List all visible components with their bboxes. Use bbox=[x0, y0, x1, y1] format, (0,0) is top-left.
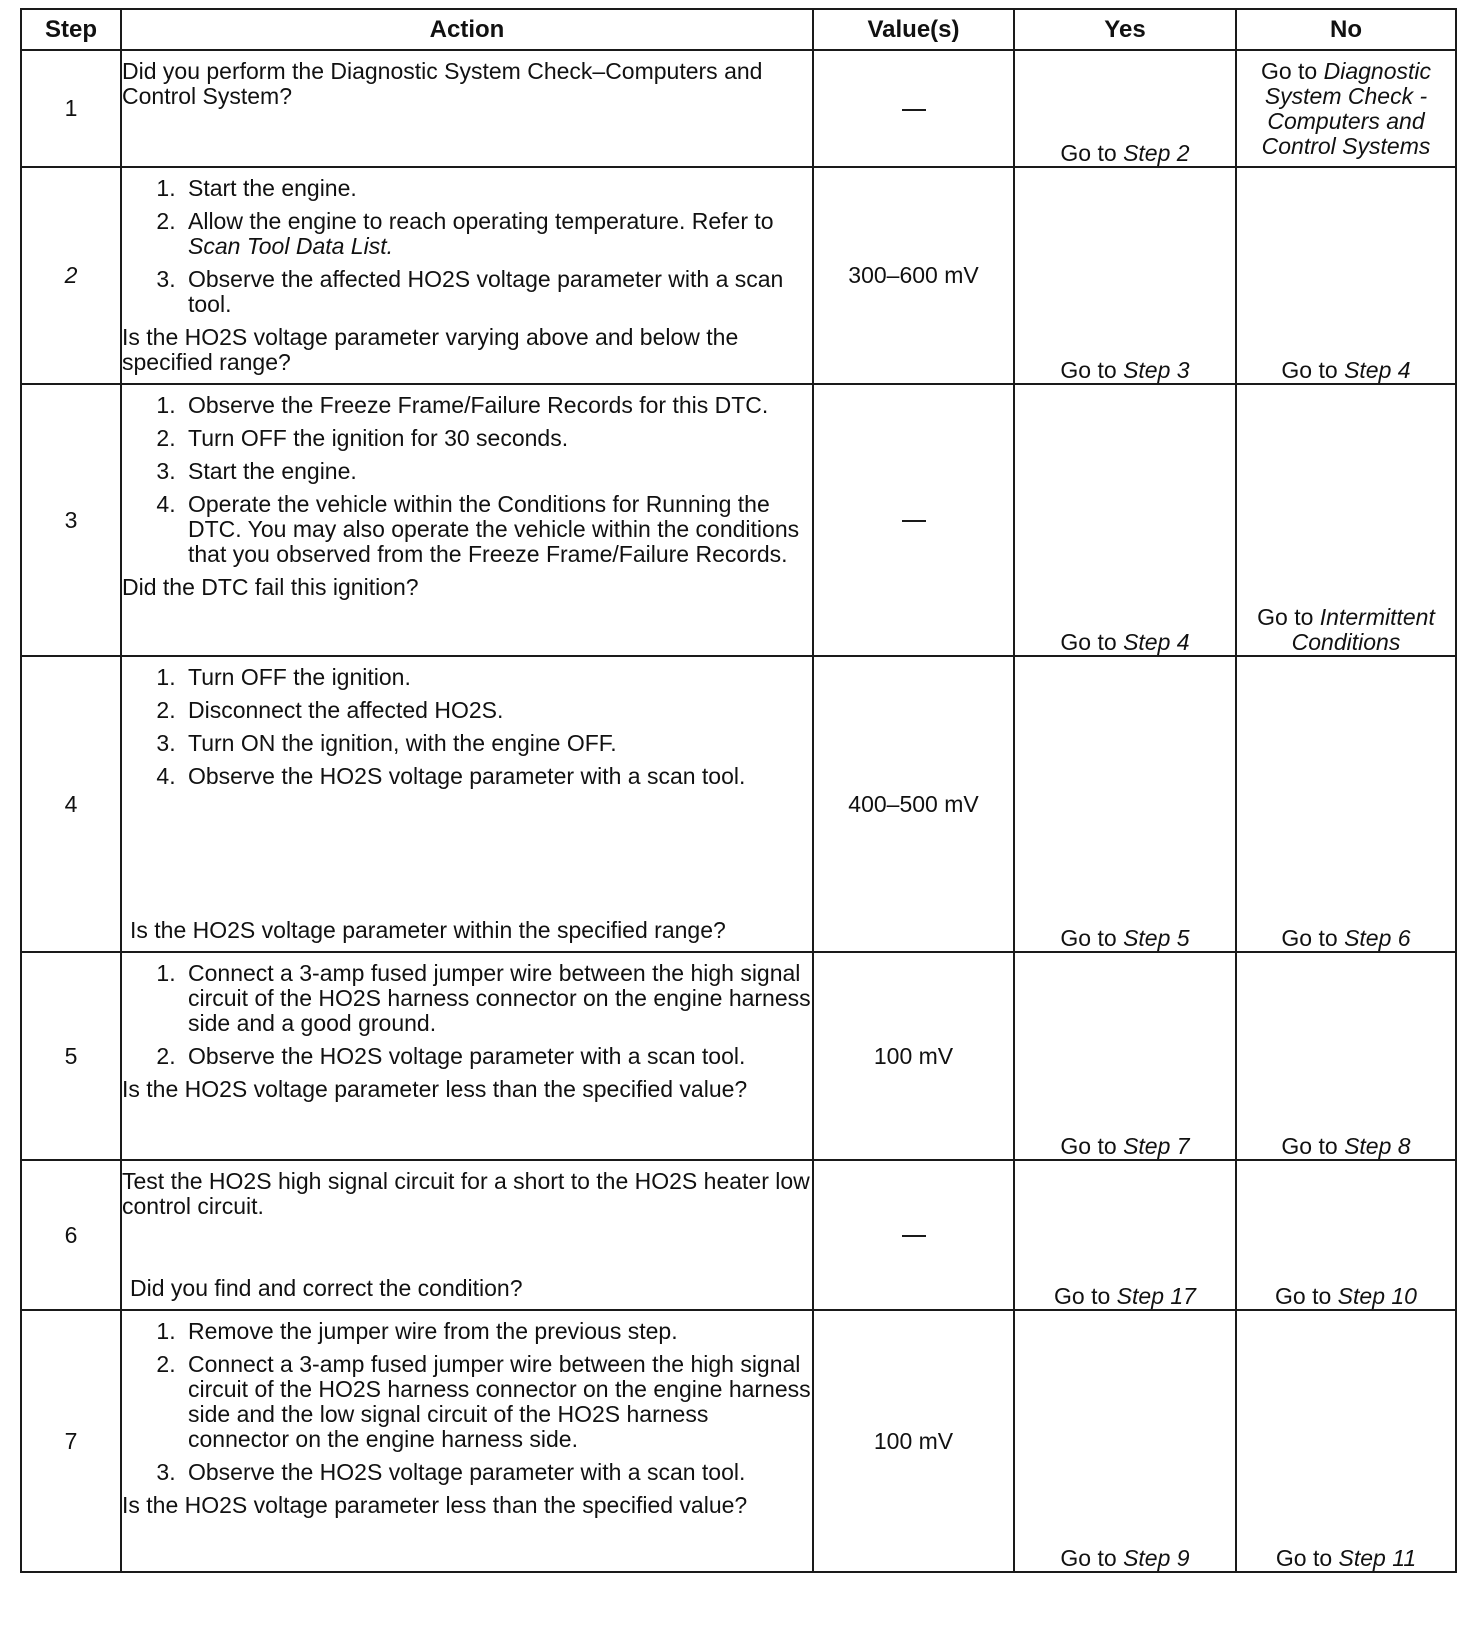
action-step-item: 3. Observe the affected HO2S voltage parameter with a scan tool. bbox=[182, 267, 812, 317]
action-cell bbox=[121, 167, 813, 384]
action-step-item bbox=[182, 209, 812, 259]
yes-target: Step 2 bbox=[1123, 140, 1190, 166]
header-no: No bbox=[1236, 9, 1456, 50]
action-step-item: 2. Disconnect the affected HO2S. bbox=[182, 698, 812, 723]
value-cell bbox=[813, 384, 1014, 656]
yes-cell bbox=[1014, 50, 1236, 167]
header-values: Value(s) bbox=[813, 9, 1014, 50]
yes-target: Step 9 bbox=[1123, 1545, 1190, 1571]
header-yes: Yes bbox=[1014, 9, 1236, 50]
action-question: Did the DTC fail this ignition? bbox=[122, 574, 419, 600]
no-cell bbox=[1236, 1310, 1456, 1572]
yes-cell bbox=[1014, 952, 1236, 1160]
action-question: Did you find and correct the condition? bbox=[130, 1275, 523, 1301]
no-target: Step 10 bbox=[1337, 1283, 1417, 1309]
value-cell: 400–500 mV bbox=[813, 656, 1014, 952]
action-cell bbox=[121, 50, 813, 167]
action-step-item: 3. Start the engine. bbox=[182, 459, 812, 484]
yes-cell bbox=[1014, 384, 1236, 656]
yes-cell bbox=[1014, 656, 1236, 952]
no-target: Step 4 bbox=[1344, 357, 1411, 383]
yes-target: Step 4 bbox=[1123, 629, 1190, 655]
go-to-label: Go to bbox=[1060, 1133, 1117, 1159]
no-target: Step 8 bbox=[1344, 1133, 1411, 1159]
action-step-item: 1. Observe the Freeze Frame/Failure Records for this DTC. bbox=[182, 393, 812, 418]
go-to-label: Go to bbox=[1060, 925, 1117, 951]
action-cell bbox=[121, 656, 813, 952]
no-cell bbox=[1236, 1160, 1456, 1310]
go-to-label: Go to bbox=[1257, 604, 1314, 630]
table-row bbox=[21, 384, 1456, 656]
header-action: Action bbox=[121, 9, 813, 50]
header-step: Step bbox=[21, 9, 121, 50]
value-cell: 300–600 mV bbox=[813, 167, 1014, 384]
yes-cell bbox=[1014, 1160, 1236, 1310]
action-steps bbox=[122, 961, 812, 1069]
step-number: 2 bbox=[21, 167, 121, 384]
go-to-label: Go to bbox=[1260, 58, 1318, 84]
action-cell bbox=[121, 952, 813, 1160]
action-cell bbox=[121, 384, 813, 656]
go-to-label: Go to bbox=[1060, 629, 1117, 655]
action-step-item: 3. Turn ON the ignition, with the engine OFF. bbox=[182, 731, 812, 756]
go-to-label: Go to bbox=[1060, 140, 1117, 166]
action-step-item: 2. Connect a 3-amp fused jumper wire between the high signal circuit of the HO2S harness connector on the engine harness side and the low signal circuit of the HO2S harness connector on the engine harness side. bbox=[182, 1352, 812, 1452]
dash-value bbox=[902, 1235, 926, 1237]
no-cell bbox=[1236, 167, 1456, 384]
yes-target: Step 7 bbox=[1123, 1133, 1190, 1159]
action-text: Test the HO2S high signal circuit for a short to the HO2S heater low control circuit. bbox=[122, 1168, 810, 1219]
go-to-label: Go to bbox=[1281, 357, 1338, 383]
diagnostic-table bbox=[20, 8, 1457, 1573]
action-step-item: 2. Turn OFF the ignition for 30 seconds. bbox=[182, 426, 812, 451]
action-step-item: 1. Turn OFF the ignition. bbox=[182, 665, 812, 690]
table-row bbox=[21, 952, 1456, 1160]
step-number: 3 bbox=[21, 384, 121, 656]
action-step-item: 1. Remove the jumper wire from the previous step. bbox=[182, 1319, 812, 1344]
go-to-label: Go to bbox=[1281, 925, 1338, 951]
step-number: 1 bbox=[21, 50, 121, 167]
action-text: Did you perform the Diagnostic System Check–Computers and Control System? bbox=[122, 58, 763, 109]
action-step-item: 4. Operate the vehicle within the Conditions for Running the DTC. You may also operate the vehicle within the conditions that you observed from the Freeze Frame/Failure Records. bbox=[182, 492, 812, 567]
action-question: Is the HO2S voltage parameter less than the specified value? bbox=[122, 1076, 748, 1102]
go-to-label: Go to bbox=[1054, 1283, 1111, 1309]
value-cell bbox=[813, 1160, 1014, 1310]
yes-cell bbox=[1014, 167, 1236, 384]
yes-target: Step 5 bbox=[1123, 925, 1190, 951]
action-steps bbox=[122, 393, 812, 567]
step-number: 4 bbox=[21, 656, 121, 952]
action-cell bbox=[121, 1310, 813, 1572]
action-steps bbox=[122, 665, 812, 789]
action-step-item: 4. Observe the HO2S voltage parameter with a scan tool. bbox=[182, 764, 812, 789]
value-cell: 100 mV bbox=[813, 952, 1014, 1160]
reference-link: Scan Tool Data List. bbox=[188, 233, 393, 259]
action-question: Is the HO2S voltage parameter within the specified range? bbox=[130, 917, 726, 943]
value-cell bbox=[813, 50, 1014, 167]
no-cell bbox=[1236, 384, 1456, 656]
no-cell bbox=[1236, 952, 1456, 1160]
yes-target: Step 3 bbox=[1123, 357, 1190, 383]
table-row bbox=[21, 167, 1456, 384]
no-target: Intermittent Conditions bbox=[1291, 604, 1435, 655]
step-number: 7 bbox=[21, 1310, 121, 1572]
go-to-label: Go to bbox=[1060, 357, 1117, 383]
no-target: Step 11 bbox=[1338, 1545, 1417, 1571]
table-row bbox=[21, 1310, 1456, 1572]
table-row bbox=[21, 50, 1456, 167]
no-target: Diagnostic System Check - Computers and Control Systems bbox=[1261, 58, 1432, 159]
action-cell bbox=[121, 1160, 813, 1310]
dash-value bbox=[902, 520, 926, 522]
dash-value bbox=[902, 109, 926, 111]
action-step-item: 1. Start the engine. bbox=[182, 176, 812, 201]
action-step-item: 2. Observe the HO2S voltage parameter with a scan tool. bbox=[182, 1044, 812, 1069]
yes-cell bbox=[1014, 1310, 1236, 1572]
action-question: Is the HO2S voltage parameter less than the specified value? bbox=[122, 1492, 748, 1518]
no-cell bbox=[1236, 656, 1456, 952]
action-steps bbox=[122, 1319, 812, 1485]
value-cell: 100 mV bbox=[813, 1310, 1014, 1572]
go-to-label: Go to bbox=[1060, 1545, 1117, 1571]
no-target: Step 6 bbox=[1344, 925, 1411, 951]
yes-target: Step 17 bbox=[1116, 1283, 1196, 1309]
action-steps bbox=[122, 176, 812, 317]
step-number: 5 bbox=[21, 952, 121, 1160]
action-step-item: 1. Connect a 3-amp fused jumper wire between the high signal circuit of the HO2S harness connector on the engine harness side and a good ground. bbox=[182, 961, 812, 1036]
step-number: 6 bbox=[21, 1160, 121, 1310]
table-header-row bbox=[21, 9, 1456, 50]
table-row bbox=[21, 1160, 1456, 1310]
go-to-label: Go to bbox=[1275, 1283, 1332, 1309]
action-question: Is the HO2S voltage parameter varying above and below the specified range? bbox=[122, 324, 739, 375]
go-to-label: Go to bbox=[1275, 1545, 1333, 1571]
no-cell bbox=[1236, 50, 1456, 167]
table-row bbox=[21, 656, 1456, 952]
action-step-text: Allow the engine to reach operating temperature. Refer to bbox=[188, 208, 774, 234]
action-step-item: 3. Observe the HO2S voltage parameter with a scan tool. bbox=[182, 1460, 812, 1485]
go-to-label: Go to bbox=[1281, 1133, 1338, 1159]
